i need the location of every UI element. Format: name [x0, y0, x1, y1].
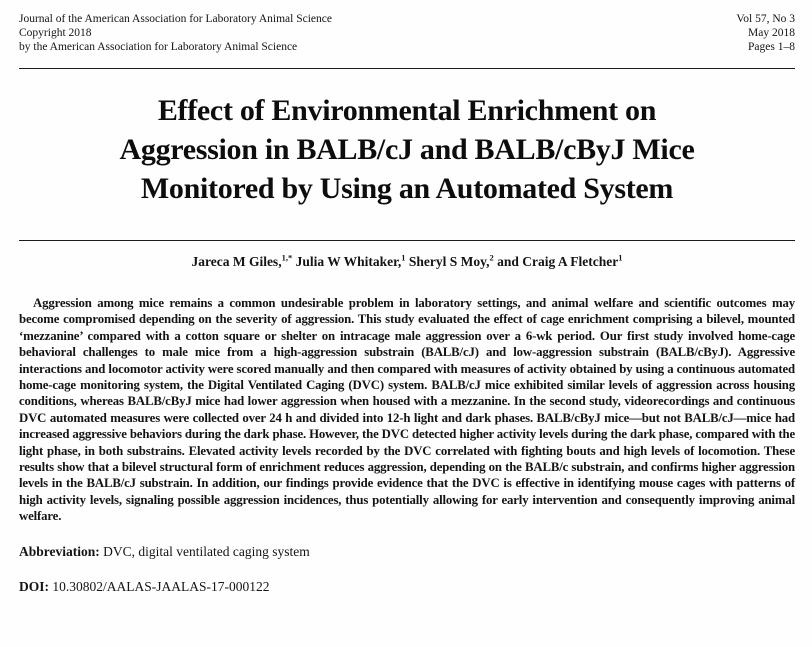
author-affiliation-superscript: 1 [618, 252, 623, 263]
doi-text: 10.30802/AALAS-JAALAS-17-000122 [49, 578, 270, 594]
journal-name: Journal of the American Association for Laboratory Animal Science [19, 13, 332, 25]
author-name: Jareca M Giles, [191, 254, 282, 269]
abbreviation-label: Abbreviation: [19, 543, 100, 559]
author-name: Julia W Whitaker, [292, 254, 402, 269]
abstract-paragraph: Aggression among mice remains a common undesirable problem in laboratory settings, and animal welfare and scientific outcomes may become compromised depending on the severity of aggression. This study evaluated the effect of cage enrichment comprising a bilevel, mounted ‘mezzanine’ compared with a cotton square or shelter on intracage male aggression over a 6-wk period. Our first study involved home-cage behavioral challenges to male mice from a high-aggression substrain (BALB/cJ) and low-aggression substrain (BALB/cByJ). Aggressive interactions and locomotor activity were scored manually and then compared with measures of activity obtained by using a continuous automated home-cage monitoring system, the Digital Ventilated Caging (DVC) system. BALB/cJ mice exhibited similar levels of aggression across housing conditions, whereas BALB/cByJ mice had lower aggression when housed with a mezzanine. In the second study, videorecordings and continuous DVC automated measures were collected over 24 h and divided into 12-h light and dark phases. BALB/cByJ mice—but not BALB/cJ—mice had increased aggressive behaviors during the dark phase. However, the DVC detected higher activity levels during the dark phase, compared with the light phase, in both substrains. Elevated activity levels recorded by the DVC correlated with fighting bouts and high levels of locomotion. These results show that a bilevel structural form of enrichment reduces aggression, depending on the BALB/c substrain, and confirms higher aggression levels in the BALB/cJ substrain. In addition, our findings provide evidence that the DVC is effective in identifying mouse cages with patterns of high activity levels, signaling possible aggression incidences, thus potentially allowing for early intervention and consequently improving animal welfare. [19, 296, 795, 524]
doi-line [19, 579, 795, 595]
authors-line [19, 254, 795, 270]
page-range: Pages 1–8 [748, 41, 795, 53]
author-affiliation-superscript: 1,* [281, 252, 293, 263]
author [406, 254, 494, 269]
journal-info-block [19, 12, 332, 54]
author-name: and Craig A Fletcher [493, 254, 619, 269]
article-title-line-2: Aggression in BALB/cJ and BALB/cByJ Mice [119, 133, 695, 166]
issue-date: May 2018 [748, 27, 795, 39]
author-affiliation-superscript: 2 [489, 252, 494, 263]
author [191, 254, 292, 269]
issue-info-block [736, 12, 795, 54]
publisher-line: by the American Association for Laboratory Animal Science [19, 41, 298, 53]
doi-label: DOI: [19, 578, 49, 594]
author [292, 254, 405, 269]
journal-masthead [19, 12, 795, 54]
title-divider [19, 240, 795, 241]
masthead-divider [19, 68, 795, 69]
author [494, 254, 623, 269]
author-affiliation-superscript: 1 [401, 252, 406, 263]
abbreviation-text: DVC, digital ventilated caging system [99, 543, 310, 559]
abbreviation-line [19, 544, 795, 560]
article-title-line-1: Effect of Environmental Enrichment on [157, 94, 657, 127]
article-title-line-3: Monitored by Using an Automated System [140, 172, 674, 205]
author-name: Sheryl S Moy, [405, 254, 490, 269]
copyright-line: Copyright 2018 [19, 27, 92, 39]
volume-number: Vol 57, No 3 [736, 13, 795, 25]
article-title [19, 91, 795, 208]
